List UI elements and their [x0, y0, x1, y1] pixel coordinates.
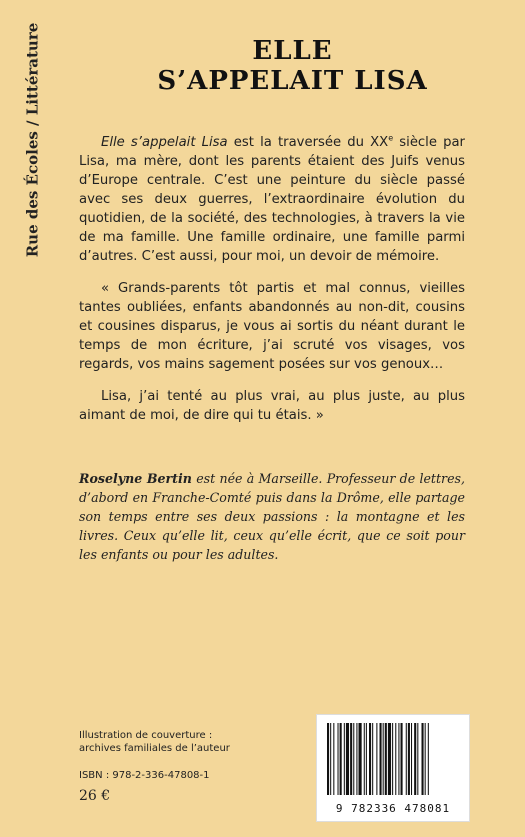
barcode-bar: [340, 723, 342, 795]
barcode-bar: [414, 723, 416, 795]
barcode-bar: [408, 723, 410, 795]
barcode-bar: [417, 723, 418, 795]
barcode-digits: 9 782336 478081: [335, 802, 451, 815]
title-line-1: ELLE: [252, 36, 333, 66]
blurb-text-b: siècle par Lisa, ma mère, dont les parents étaient des Juifs venus d’Europe centrale. C’est une peinture du siècle passé avec ses deux guerres, l’extraordinaire évolution du quotidien, de la société, des technologies, à travers la vie de ma famille. Une famille ordinaire, une famille parmi d’autres. C’est aussi, pour moi, un devoir de mémoire.: [79, 135, 465, 264]
author-name: Roselyne Bertin: [79, 471, 192, 486]
barcode-bar: [392, 723, 393, 795]
credits-line-1: Illustration de couverture :: [79, 730, 213, 741]
blurb-paragraph-2: « Grands-parents tôt partis et mal connus, vieilles tantes oubliées, enfants abandonnés au non-dit, cousins et cousines disparus, je vous ai sortis du néant durant le temps de mon écriture, j’ai scruté vos visages, vos regards, vos mains sagement posées sur vos genoux…: [79, 281, 465, 372]
spine-label: [18, 22, 46, 258]
blurb: [79, 133, 465, 438]
century-superscript: e: [388, 133, 394, 143]
barcode-bar: [330, 723, 331, 795]
barcode-bar: [401, 723, 403, 795]
barcode-bar: [425, 723, 426, 795]
book-title: [60, 36, 525, 96]
author-bio: [79, 469, 465, 564]
barcode-bar: [327, 723, 329, 795]
barcode-bar: [346, 723, 349, 795]
barcode-bar: [422, 723, 424, 795]
barcode-bar: [353, 723, 354, 795]
barcode-bar: [383, 723, 384, 795]
barcode-bar: [364, 723, 365, 795]
price: 26 €: [79, 788, 111, 804]
barcode: [316, 714, 470, 822]
barcode-bar: [406, 723, 407, 795]
author-bio-text: est née à Marseille. Professeur de lettres, d’abord en Franche-Comté puis dans la Drôme, elle partage son temps entre ses deux passions : la montagne et les livres. Ceux qu’elle lit, ceux qu’elle écrit, que ce soit pour les enfants ou pour les adultes.: [79, 471, 465, 562]
barcode-bar: [376, 723, 377, 795]
barcode-bar: [385, 723, 387, 795]
credits-line-2: archives familiales de l’auteur: [79, 743, 230, 754]
blurb-paragraph-3: Lisa, j’ai tenté au plus vrai, au plus juste, au plus aimant de moi, de dire qui tu étais. »: [79, 389, 465, 423]
barcode-bar: [359, 723, 362, 795]
book-title-inline: Elle s’appelait Lisa: [101, 135, 228, 150]
barcode-bar: [344, 723, 345, 795]
barcode-bar: [380, 723, 382, 795]
barcode-bar: [350, 723, 352, 795]
blurb-text-a: est la traversée du XX: [227, 135, 389, 150]
barcode-bar: [356, 723, 357, 795]
barcode-bars: [325, 723, 461, 795]
barcode-bar: [333, 723, 334, 795]
blurb-paragraph-1: [79, 133, 465, 266]
title-line-2: S’APPELAIT LISA: [157, 66, 428, 96]
barcode-bar: [372, 723, 373, 795]
barcode-bar: [428, 723, 429, 795]
collection-name: Rue des Écoles / Littérature: [23, 22, 42, 258]
cover-credits: [79, 729, 299, 755]
barcode-bar: [338, 723, 339, 795]
barcode-bar: [369, 723, 371, 795]
barcode-bar: [395, 723, 396, 795]
barcode-bar: [366, 723, 367, 795]
barcode-bar: [411, 723, 412, 795]
isbn: ISBN : 978-2-336-47808-1: [79, 770, 210, 781]
barcode-bar: [398, 723, 399, 795]
barcode-bar: [388, 723, 391, 795]
